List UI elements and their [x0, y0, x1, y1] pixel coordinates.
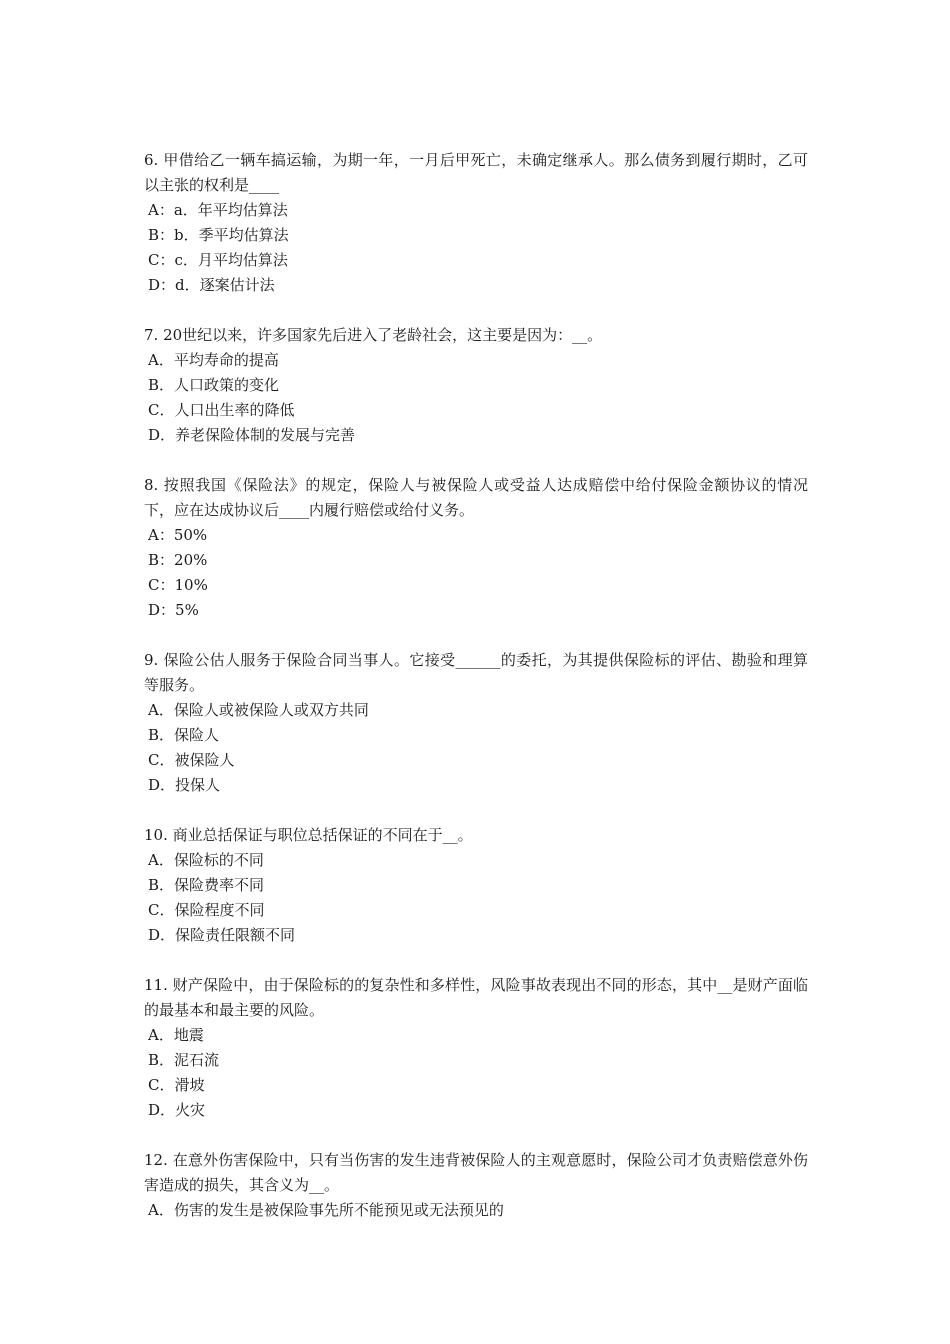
- option-a: A．平均寿命的提高: [148, 351, 279, 369]
- option-c: C．人口出生率的降低: [148, 401, 295, 419]
- option-d: D：d．逐案估计法: [148, 276, 275, 294]
- option-b: B．保险人: [148, 726, 220, 744]
- question-stem: 12. 在意外伤害保险中，只有当伤害的发生违背被保险人的主观意愿时，保险公司才负责赔偿意外伤害造成的损失，其含义为__。: [144, 1151, 808, 1194]
- question-6: [144, 148, 808, 298]
- question-stem: 11. 财产保险中，由于保险标的的复杂性和多样性，风险事故表现出不同的形态，其中__是财产面临的最基本和最主要的风险。: [144, 976, 808, 1019]
- option-d: D：5%: [148, 601, 199, 619]
- option-d: D．保险责任限额不同: [148, 926, 296, 944]
- option-b: B．泥石流: [148, 1051, 220, 1069]
- option-b: B：b．季平均估算法: [148, 226, 289, 244]
- option-a: A．保险人或被保险人或双方共同: [148, 701, 369, 719]
- option-c: C．保险程度不同: [148, 901, 265, 919]
- option-a: A：50%: [148, 526, 208, 544]
- option-b: B．保险费率不同: [148, 876, 265, 894]
- question-stem: 7. 20世纪以来，许多国家先后进入了老龄社会，这主要是因为：__。: [144, 326, 603, 344]
- question-9: [144, 648, 808, 798]
- option-a: A：a．年平均估算法: [148, 201, 288, 219]
- document-page: [144, 148, 808, 1248]
- question-stem: 6. 甲借给乙一辆车搞运输，为期一年，一月后甲死亡，未确定继承人。那么债务到履行期时，乙可以主张的权利是____: [144, 151, 808, 194]
- question-7: [144, 323, 808, 448]
- option-a: A．保险标的不同: [148, 851, 264, 869]
- question-stem: 8. 按照我国《保险法》的规定，保险人与被保险人或受益人达成赔偿中给付保险金额协议的情况下，应在达成协议后____内履行赔偿或给付义务。: [144, 476, 808, 519]
- option-d: D．火灾: [148, 1101, 206, 1119]
- question-stem: 9. 保险公估人服务于保险合同当事人。它接受______的委托，为其提供保险标的评估、勘验和理算等服务。: [144, 651, 808, 694]
- option-d: D．投保人: [148, 776, 221, 794]
- option-b: B．人口政策的变化: [148, 376, 280, 394]
- question-11: [144, 973, 808, 1123]
- option-c: C：10%: [148, 576, 208, 594]
- option-c: C．滑坡: [148, 1076, 205, 1094]
- option-a: A．伤害的发生是被保险事先所不能预见或无法预见的: [148, 1201, 504, 1219]
- option-c: C：c．月平均估算法: [148, 251, 288, 269]
- option-a: A．地震: [148, 1026, 204, 1044]
- question-10: [144, 823, 808, 948]
- option-d: D．养老保险体制的发展与完善: [148, 426, 356, 444]
- question-stem: 10. 商业总括保证与职位总括保证的不同在于__。: [144, 826, 473, 844]
- option-b: B：20%: [148, 551, 208, 569]
- question-8: [144, 473, 808, 623]
- question-12: [144, 1148, 808, 1223]
- option-c: C．被保险人: [148, 751, 235, 769]
